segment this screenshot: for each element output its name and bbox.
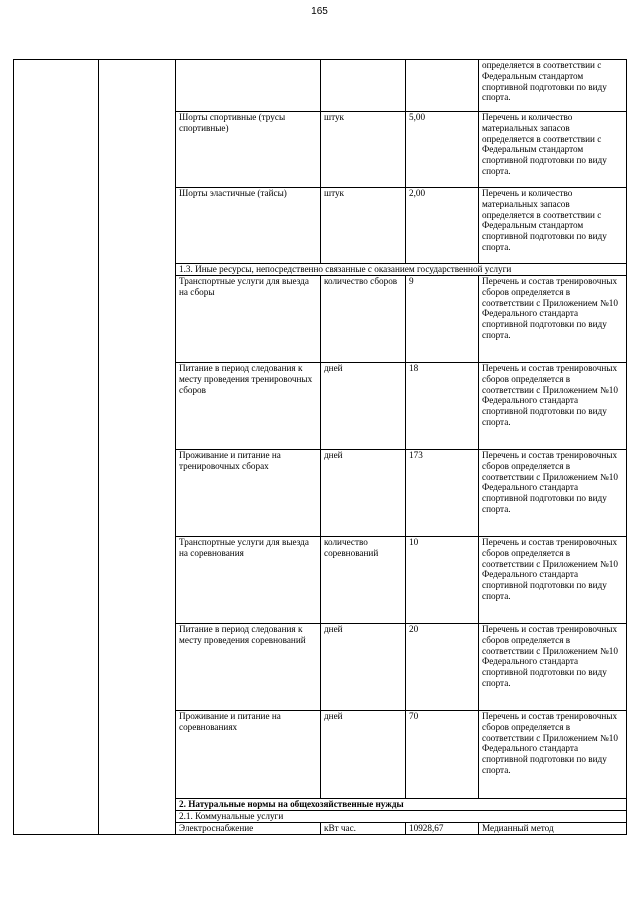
value-cell: [406, 60, 479, 112]
resource-name: Проживание и питание на тренировочных сборах: [176, 450, 321, 537]
note-cell: Перечень и состав тренировочных сборов определяется в соответствии с Приложением №10 Федерального стандарта спортивной подготовки по виду спорта.: [479, 537, 627, 624]
value-cell: 20: [406, 624, 479, 711]
resource-name: [176, 60, 321, 112]
note-cell: Перечень и состав тренировочных сборов определяется в соответствии с Приложением №10 Федерального стандарта спортивной подготовки по виду спорта.: [479, 711, 627, 799]
unit-cell: количество соревнований: [321, 537, 406, 624]
resource-name: Электроснабжение: [176, 823, 321, 835]
value-cell: 10: [406, 537, 479, 624]
unit-cell: дней: [321, 711, 406, 799]
section-heading: 1.3. Иные ресурсы, непосредственно связанные с оказанием государственной услуги: [176, 264, 627, 276]
value-cell: 10928,67: [406, 823, 479, 835]
note-cell: Перечень и состав тренировочных сборов определяется в соответствии с Приложением №10 Федерального стандарта спортивной подготовки по виду спорта.: [479, 363, 627, 450]
section-heading: 2. Натуральные нормы на общехозяйственные нужды: [176, 799, 627, 811]
note-cell: определяется в соответствии с Федеральным стандартом спортивной подготовки по виду спорта.: [479, 60, 627, 112]
unit-cell: дней: [321, 450, 406, 537]
subsection-heading: 2.1. Коммунальные услуги: [176, 811, 627, 823]
unit-cell: штук: [321, 112, 406, 188]
value-cell: 173: [406, 450, 479, 537]
table-row: [14, 60, 627, 112]
value-cell: 9: [406, 276, 479, 363]
empty-column-2: [99, 60, 176, 835]
unit-cell: дней: [321, 363, 406, 450]
value-cell: 18: [406, 363, 479, 450]
note-cell: Перечень и состав тренировочных сборов определяется в соответствии с Приложением №10 Федерального стандарта спортивной подготовки по виду спорта.: [479, 276, 627, 363]
value-cell: 2,00: [406, 188, 479, 264]
resource-name: Транспортные услуги для выезда на сборы: [176, 276, 321, 363]
value-cell: 5,00: [406, 112, 479, 188]
unit-cell: дней: [321, 624, 406, 711]
empty-column-1: [14, 60, 99, 835]
note-cell: Перечень и количество материальных запасов определяется в соответствии с Федеральным стандартом спортивной подготовки по виду спорта.: [479, 112, 627, 188]
resource-name: Шорты эластичные (тайсы): [176, 188, 321, 264]
unit-cell: кВт час.: [321, 823, 406, 835]
resource-name: Проживание и питание на соревнованиях: [176, 711, 321, 799]
resource-name: Транспортные услуги для выезда на соревнования: [176, 537, 321, 624]
note-cell: Перечень и состав тренировочных сборов определяется в соответствии с Приложением №10 Федерального стандарта спортивной подготовки по виду спорта.: [479, 624, 627, 711]
note-cell: Медианный метод: [479, 823, 627, 835]
norms-table: [13, 59, 627, 835]
unit-cell: количество сборов: [321, 276, 406, 363]
value-cell: 70: [406, 711, 479, 799]
resource-name: Шорты спортивные (трусы спортивные): [176, 112, 321, 188]
note-cell: Перечень и количество материальных запасов определяется в соответствии с Федеральным стандартом спортивной подготовки по виду спорта.: [479, 188, 627, 264]
unit-cell: штук: [321, 188, 406, 264]
unit-cell: [321, 60, 406, 112]
resource-name: Питание в период следования к месту проведения соревнований: [176, 624, 321, 711]
page-number: 165: [311, 6, 328, 17]
resource-name: Питание в период следования к месту проведения тренировочных сборов: [176, 363, 321, 450]
note-cell: Перечень и состав тренировочных сборов определяется в соответствии с Приложением №10 Федерального стандарта спортивной подготовки по виду спорта.: [479, 450, 627, 537]
